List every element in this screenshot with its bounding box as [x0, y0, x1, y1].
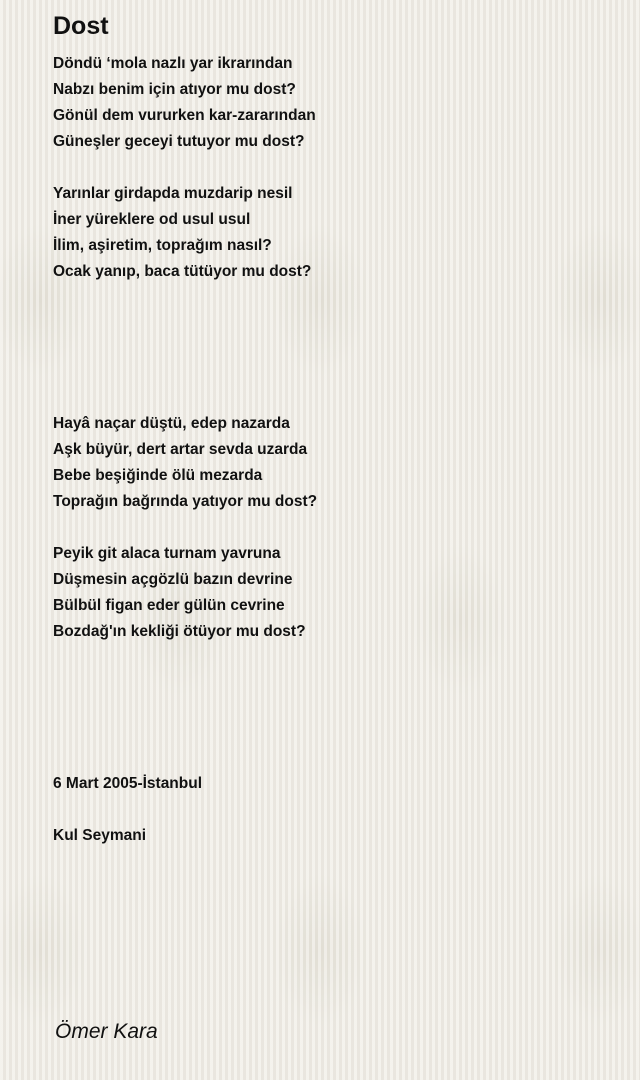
poem-line: Gönül dem vururken kar-zararından — [53, 107, 316, 124]
poem-line: Toprağın bağrında yatıyor mu dost? — [53, 493, 318, 510]
poem-line: İner yüreklere od usul usul — [53, 211, 251, 228]
stanza-spacer — [53, 285, 613, 411]
poem-title: Dost — [53, 12, 109, 40]
poem-line: Güneşler geceyi tutuyor mu dost? — [53, 133, 305, 150]
poem-line: Düşmesin açgözlü bazın devrine — [53, 571, 293, 588]
poem-line: Yarınlar girdapda muzdarip nesil — [53, 185, 293, 202]
poem-line: İlim, aşiretim, toprağım nasıl? — [53, 237, 272, 254]
poem-line: Aşk büyür, dert artar sevda uzarda — [53, 441, 308, 458]
pen-name: Kul Seymani — [53, 827, 147, 844]
poem-line: Döndü ‘mola nazlı yar ikrarından — [53, 55, 293, 72]
poem-body — [53, 51, 613, 645]
poem-footer — [53, 771, 202, 849]
stanza — [53, 181, 613, 285]
poem-line: Ocak yanıp, baca tütüyor mu dost? — [53, 263, 312, 280]
stanza — [53, 541, 613, 645]
stanza-spacer — [53, 155, 613, 181]
date-place: 6 Mart 2005-İstanbul — [53, 775, 203, 792]
stanza-spacer — [53, 515, 613, 541]
poem-line: Bebe beşiğinde ölü mezarda — [53, 467, 263, 484]
stanza — [53, 411, 613, 515]
poem-line: Peyik git alaca turnam yavruna — [53, 545, 281, 562]
footer-spacer — [53, 797, 202, 823]
poem-line: Hayâ naçar düştü, edep nazarda — [53, 415, 290, 432]
stanza — [53, 51, 613, 155]
poem-line: Nabzı benim için atıyor mu dost? — [53, 81, 296, 98]
poem-line: Bülbül figan eder gülün cevrine — [53, 597, 285, 614]
author-name: Ömer Kara — [55, 1020, 158, 1043]
poem-line: Bozdağ'ın kekliği ötüyor mu dost? — [53, 623, 306, 640]
